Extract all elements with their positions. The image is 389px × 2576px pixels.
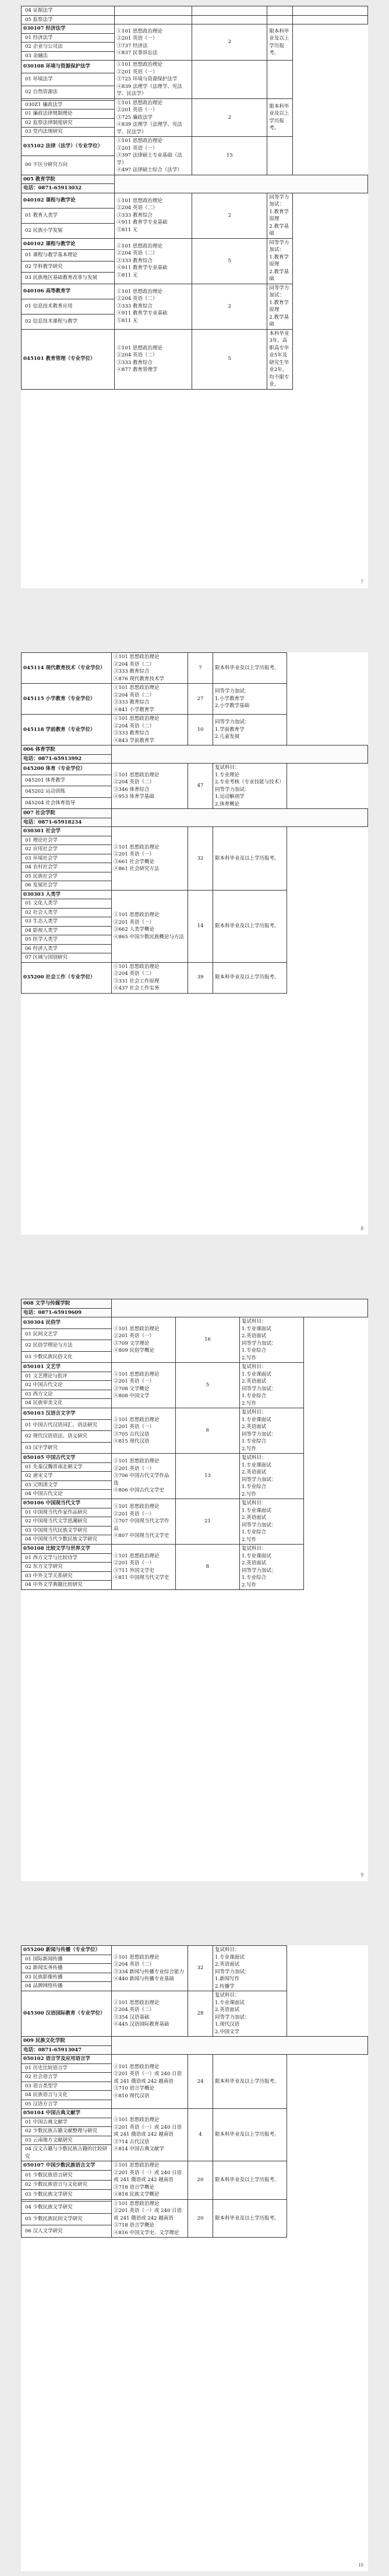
empty-cell	[112, 2037, 368, 2055]
remarks: 复试科目： 1.专业课面试 2.英语面试 同等学力加试： 1.现代汉语 2.中国文学	[213, 1991, 287, 2037]
remarks: 限本科毕业及以上学历报考。	[213, 827, 287, 891]
page-number: 8	[360, 1225, 363, 1231]
research-direction: 02 少数民族语言与文化研究	[22, 2180, 112, 2189]
catalog-page-3	[21, 1299, 368, 1881]
research-direction: 01 西方文学与比较诗学	[22, 1553, 112, 1563]
research-direction: 02 少数民族古籍文献整理与研究	[22, 2127, 112, 2136]
research-direction: 02 自然资源法	[22, 86, 115, 98]
exam-subjects: ①101 思想政治理论 ②204 英语（二） ③333 教育综合 ④841 小学教育学	[112, 684, 188, 715]
major-name: 050102 语言学及应用语言学	[22, 2055, 112, 2064]
enrollment-count: 10	[188, 715, 213, 745]
exam-subjects: ①101 思想政治理论 ②204 英语（二） ③333 教育综合 ④876 现代教育技术学	[112, 653, 188, 684]
empty-cell	[293, 6, 368, 16]
empty-cell	[115, 15, 192, 24]
page-number: 10	[358, 2562, 363, 2568]
research-direction: 05 监察法学	[22, 15, 115, 24]
exam-subjects: ①101 思想政治理论 ②201 英语（一） ③705 古代汉语 ④815 现代汉语	[112, 1408, 176, 1454]
department-phone: 电话：0871-65913032	[22, 184, 115, 193]
catalog-page-1	[21, 6, 368, 588]
department-name: 007 社会学院	[22, 809, 112, 818]
exam-subjects: ①101 思想政治理论 ②201 英语（一） ③711 外国文学史 ④811 中国现当代文学史	[112, 1545, 176, 1590]
research-direction: 045201 体育教学	[22, 775, 112, 786]
department-phone: 电话：0871-65919609	[22, 1308, 112, 1317]
research-direction: 02 民俗学理论与方法	[22, 1340, 112, 1352]
research-direction: 03 少数民族文学研究	[22, 2190, 112, 2199]
research-direction: 06 发展社会学	[22, 881, 112, 891]
exam-subjects: ①101 思想政治理论 ②204 英语（二） ③333 教育综合 ④911 教育学专业基础 ⑤811 无	[115, 284, 192, 329]
research-direction: 01 中国古代汉语词汇、语法研究	[22, 1419, 112, 1431]
major-name: 045118 学前教育（专业学位）	[22, 715, 112, 745]
remarks: 同等学力加试： 1.教育学原理 2.教学基础	[267, 193, 293, 238]
research-direction: 04 汉文古籍与少数民族古籍的比较研究	[22, 2145, 112, 2161]
major-name: 050105 中国古代文学	[22, 1454, 112, 1463]
remarks	[267, 137, 293, 175]
remarks: 复试科目： 1.专业课面试 2.英语面试 同等学力加试： 1.专业综合 2.写作	[240, 1454, 304, 1499]
page-number: 9	[360, 1872, 363, 1878]
enrollment-count: 20	[188, 2161, 213, 2200]
research-direction: 02 社会语言学	[22, 2073, 112, 2082]
enrollment-count: 47	[188, 764, 213, 809]
remarks: 同等学力加试： 1.教育学原理 2.教学基础	[267, 238, 293, 284]
remarks: 限本科毕业及以上学历报考。	[213, 2161, 287, 2200]
major-name: 040102 课程与教学论	[22, 193, 115, 208]
catalog-table	[21, 6, 368, 390]
research-direction: 01 民间文艺学	[22, 1328, 112, 1340]
remarks: 复试科目： 1.专业课面试 2.英语面试 同等学力加试： 1.专业综合 2.写作	[240, 1408, 304, 1454]
remarks: 复试科目： 1.专业理论 2.专业考核（专业技能与技术） 同等学力加试： 1.运动解剖学 2.体育概论	[213, 764, 287, 809]
exam-subjects: ①101 思想政治理论 ②201 英语（一） ③709 文学理论 ④809 民俗学概论	[112, 1317, 176, 1363]
research-direction: 030Z1 廉政法学	[22, 100, 115, 109]
enrollment-count: 15	[192, 137, 267, 175]
department-name: 005 教育学院	[22, 175, 115, 184]
research-direction: 03 语言类型学	[22, 2082, 112, 2091]
research-direction: 02 信息技术课程与教学	[22, 314, 115, 329]
major-name: 050103 汉语言文字学	[22, 1408, 112, 1420]
remarks: 限本科毕业及以上学历报考。	[213, 2199, 287, 2238]
research-direction: 01 廉政法律规制理论	[22, 109, 115, 119]
research-direction: 06 经济人类学	[22, 944, 112, 953]
research-direction: 07 区域与国别研究	[22, 953, 112, 963]
research-direction: 01 中国古典文献学	[22, 2118, 112, 2127]
remarks: 限本科毕业及以上学历报考。	[213, 2055, 287, 2109]
exam-subjects: ①101 思想政治理论 ②204 英语（二） ③331 社会工作原理 ④437 社会工作实务	[112, 962, 188, 993]
enrollment-count: 14	[188, 890, 213, 962]
remarks: 本科毕业3年，高职高专毕业5年及研究生毕业2年，均不限专业。	[267, 329, 293, 389]
enrollment-count: 2	[192, 193, 267, 238]
major-name: 045101 教育管理（专业学位）	[22, 329, 115, 389]
catalog-table	[21, 1299, 368, 1590]
empty-cell	[115, 175, 368, 193]
major-name: 050106 中国现当代文学	[22, 1499, 112, 1508]
enrollment-count: 28	[188, 1991, 213, 2037]
major-name: 030108 环境与资源保护法学	[22, 61, 115, 73]
empty-cell	[115, 6, 192, 16]
major-name: 050108 比较文学与世界文学	[22, 1545, 112, 1554]
department-name: 008 文学与传媒学院	[22, 1299, 112, 1309]
department-name: 006 体育学院	[22, 745, 112, 755]
department-phone: 电话：0871-65918234	[22, 818, 112, 827]
research-direction: 05 民族社会学	[22, 872, 112, 881]
research-direction: 04 证据法学	[22, 6, 115, 16]
major-name: 040102 课程与教学论	[22, 238, 115, 250]
enrollment-count: 5	[192, 238, 267, 284]
department-phone: 电话：0871-65913047	[22, 2045, 112, 2055]
major-name: 050101 文艺学	[22, 1363, 112, 1372]
remarks: 同等学力加试： 1.学前教育学 2.儿童发展	[213, 715, 287, 745]
research-direction: 02 现代汉语语法、语义研究	[22, 1431, 112, 1443]
major-name: 030303 人类学	[22, 890, 112, 899]
department-name: 009 民族文化学院	[22, 2037, 112, 2046]
research-direction: 03 党内法规研究	[22, 128, 115, 137]
exam-subjects: ①101 思想政治理论 ②204 英语（二） ③333 教育综合 ④843 学前教育学	[112, 715, 188, 745]
exam-subjects: ①101 思想政治理论 ②201 英语（一） ③707 中国现当代文学作品 ④807 中国现当代文学史	[112, 1499, 176, 1545]
exam-subjects: ①101 思想政治理论 ②204 英语（二） ③333 教育综合 ④911 教育学专业基础 ⑤811 无	[115, 193, 192, 238]
research-direction: 02 企业与公司法	[22, 43, 115, 52]
major-name: 040106 高等教育学	[22, 284, 115, 299]
research-direction: 04 中国古代文论	[22, 1490, 112, 1499]
major-name: 050104 中国古典文献学	[22, 2109, 112, 2118]
exam-subjects: ①101 思想政治理论 ②201 英语（一）或 240 日语或 241 俄语或 242 越南语 ③714 古代汉语 ④814 中国古典文献学	[112, 2109, 188, 2161]
exam-subjects: ①101 思想政治理论 ②201 英语（一）或 240 日语或 241 俄语或 242 越南语 ③718 语言学概论 ④816 中国文学史、文学理论	[112, 2199, 188, 2238]
exam-subjects: ①101 思想政治理论 ②201 英语（一） ③725 廉政法学 ④839 法理学（法理学、宪法学、民法学）	[115, 98, 192, 137]
enrollment-count	[192, 61, 267, 99]
empty-cell	[267, 6, 293, 16]
research-direction: 04 农村社会学	[22, 863, 112, 872]
exam-subjects: ①101 思想政治理论 ②204 英语（二） ③333 教育综合 ④911 教育学专业基础 ⑤811 无	[115, 238, 192, 284]
empty-cell	[267, 15, 293, 24]
major-name: 030107 经济法学	[22, 24, 115, 34]
enrollment-count: 7	[188, 653, 213, 684]
enrollment-count: 32	[188, 827, 213, 891]
research-direction: 01 文艺理论与批评	[22, 1372, 112, 1381]
research-direction: 01 少数民族语言研究	[22, 2171, 112, 2180]
enrollment-count: 27	[188, 684, 213, 715]
research-direction: 03 金融法	[22, 51, 115, 61]
research-direction: 04 少数民族文学研究	[22, 2202, 112, 2214]
enrollment-count: 6	[176, 1408, 240, 1454]
remarks: 复试科目： 1.专业课面试 2.英语面试 同等学力加试： 1.专业综合 2.写作	[240, 1545, 304, 1590]
enrollment-count: 21	[176, 1499, 240, 1545]
remarks: 同等学力加试： 1.小学教育学 2.小学教学基础	[213, 684, 287, 715]
catalog-table	[21, 1945, 368, 2238]
exam-subjects: ①101 思想政治理论 ②204 英语（二） ③333 教育综合 ④877 教育管理学	[115, 329, 192, 389]
enrollment-count: 5	[176, 1363, 240, 1408]
enrollment-count: 2	[192, 98, 267, 137]
enrollment-count: 8	[176, 1545, 240, 1590]
research-direction: 03 生态人类学	[22, 917, 112, 927]
research-direction: 03 环境社会学	[22, 854, 112, 863]
empty-cell	[112, 809, 368, 827]
exam-subjects: ①101 思想政治理论 ②201 英语（一）或 240 日语或 241 俄语或 242 越南语 ③710 语言学概论 ④810 现代汉语	[112, 2055, 188, 2109]
research-direction: 03 民族地区基础教育改革与发展	[22, 273, 115, 284]
enrollment-count: 16	[176, 1317, 240, 1363]
empty-cell	[293, 15, 368, 24]
research-direction: 02 唐宋文学	[22, 1472, 112, 1481]
empty-cell	[112, 745, 368, 764]
research-direction: 04 影视人类学	[22, 926, 112, 935]
exam-subjects: ①101 思想政治理论 ②201 英语（一） ③708 文学概论 ④808 中国文学	[112, 1363, 176, 1408]
research-direction: 02 社会人类学	[22, 908, 112, 917]
research-direction: 01 教育人类学	[22, 208, 115, 223]
empty-cell	[112, 1299, 368, 1317]
research-direction: 04 民族审美文化	[22, 1399, 112, 1408]
major-name: 030304 民俗学	[22, 1317, 112, 1329]
research-direction: 02 应用社会学	[22, 845, 112, 854]
catalog-table	[21, 652, 368, 994]
exam-subjects: ①101 思想政治理论 ②204 英语（二） ③334 新闻与传播专业综合能力 ④440 新闻与传播专业基础	[112, 1946, 188, 1991]
research-direction: 01 中国现当代作家作品研究	[22, 1508, 112, 1517]
major-name: 055200 新闻与传播（专业学位）	[22, 1946, 112, 1955]
empty-cell	[192, 6, 267, 16]
major-name: 035200 社会工作（专业学位）	[22, 962, 112, 993]
research-direction: 02 新闻实务传播	[22, 1964, 112, 1973]
research-direction: 02 学科教学研究	[22, 261, 115, 273]
research-direction: 01 国际新闻传播	[22, 1955, 112, 1964]
empty-cell	[192, 15, 267, 24]
research-direction: 01 先秦汉魏晋南北朝文学	[22, 1462, 112, 1472]
enrollment-count: 39	[188, 962, 213, 993]
enrollment-count: 32	[188, 1946, 213, 1991]
remarks: 限本科毕业及以上学历报考。	[213, 962, 287, 993]
research-direction: 045204 社会体育指导	[22, 797, 112, 809]
research-direction: 03 中国现当代民族文学研究	[22, 1526, 112, 1535]
remarks: 限本科毕业及以上学历报考。	[213, 653, 287, 684]
research-direction: 03 民族影像传播	[22, 1973, 112, 1982]
research-direction: 05 少数民族民间文学研究	[22, 2213, 112, 2225]
remarks: 限本科毕业及以上学历报考。	[267, 98, 293, 137]
major-name: 045300 汉语国际教育（专业学位）	[22, 1991, 112, 2037]
exam-subjects: ①101 思想政治理论 ②201 英语（一） ③661 社会学概论 ④861 社会研究方法	[112, 827, 188, 891]
research-direction: 03 少数民族民俗文化	[22, 1351, 112, 1363]
research-direction: 04 品牌网络传播	[22, 1982, 112, 1991]
research-direction: 01 经济法学	[22, 33, 115, 43]
exam-subjects: ①101 思想政治理论 ②204 英语（二） ③346 体育综合 ④953 体育学基础	[112, 764, 188, 809]
major-name: 045115 小学教育（专业学位）	[22, 684, 112, 715]
major-name: 045114 现代教育技术（专业学位）	[22, 653, 112, 684]
page-number: 7	[360, 579, 363, 585]
research-direction: 03 汉字学研究	[22, 1442, 112, 1454]
research-direction: 04 中外文学典籍比较研究	[22, 1581, 112, 1590]
enrollment-count: 13	[176, 1454, 240, 1499]
major-name: 030301 社会学	[22, 827, 112, 836]
research-direction: 02 中国现当代文学思潮研究	[22, 1517, 112, 1526]
remarks: 同等学力加试： 1.教育学原理 2.教学基础	[267, 284, 293, 329]
remarks: 复试科目： 1.专业课面试 2.英语面试 同等学力加试： 1.专业综合 2.写作	[240, 1363, 304, 1408]
research-direction: 05 医学人类学	[22, 935, 112, 945]
research-direction: 03 西方文论	[22, 1390, 112, 1399]
remarks: 限本科毕业及以上学历报考。	[213, 2109, 287, 2161]
major-name: 045200 体育（专业学位）	[22, 764, 112, 775]
major-name: 050107 中国少数民族语言文学	[22, 2161, 112, 2171]
research-direction: 03 元明清文学	[22, 1480, 112, 1490]
research-direction: 01 历史比较语言学	[22, 2063, 112, 2073]
research-direction: 02 民族小学发展	[22, 223, 115, 238]
research-direction: 06 汉人文学研究	[22, 2225, 112, 2238]
research-direction: 01 环境法学	[22, 73, 115, 86]
research-direction: 02 中国古代文论	[22, 1381, 112, 1390]
enrollment-count: 5	[192, 329, 267, 389]
department-phone: 电话：0871-65913992	[22, 754, 112, 764]
remarks: 限本科毕业及以上学历报考。	[267, 24, 293, 61]
remarks	[267, 61, 293, 99]
exam-subjects: ①101 思想政治理论 ②201 英语（一） ③397 法律硕士专业基础（法学） ④497 法律硕士综合（法学）	[115, 137, 192, 175]
major-name: 035102 法律（法学）（专业学位）	[22, 137, 115, 156]
catalog-page-4	[21, 1945, 368, 2571]
research-direction: 01 信息技术教育应用	[22, 299, 115, 314]
research-direction: 01 文化人类学	[22, 899, 112, 909]
exam-subjects: ①101 思想政治理论 ②201 英语（一） ③725 环境与资源保护法学 ④839 法理学（法理学、宪法学、民法学）	[115, 61, 192, 99]
research-direction: 01 理论社会学	[22, 836, 112, 845]
exam-subjects: ①101 思想政治理论 ②201 英语（一） ③737 经济法 ④837 民事诉讼法	[115, 24, 192, 61]
enrollment-count: 4	[188, 2109, 213, 2161]
exam-subjects: ①101 思想政治理论 ②204 英语（二） ③354 汉语基础 ④445 汉语国际教育基础	[112, 1991, 188, 2037]
research-direction: 02 监察法律制度研究	[22, 118, 115, 128]
remarks: 复试科目： 1.专业课面试 2.英语面试 同等学力加试： 1.专业综合 2.写作	[240, 1499, 304, 1545]
catalog-page-2	[21, 652, 368, 1235]
exam-subjects: ①101 思想政治理论 ②201 英语（一）或 240 日语或 241 俄语或 242 越南语 ③718 语言学概论 ④818 民族文学概论	[112, 2161, 188, 2200]
exam-subjects: ①101 思想政治理论 ②201 英语（一） ③662 人类学概论 ④865 中国少数民族概论与方法	[112, 890, 188, 962]
research-direction: 045202 运动训练	[22, 786, 112, 798]
exam-subjects: ①101 思想政治理论 ②201 英语（一） ③706 中国古代文学作品选 ④806 中国古代文学史	[112, 1454, 176, 1499]
research-direction: 00 不区分研究方向	[22, 156, 115, 175]
remarks: 复试科目： 1.专业课面试 2.英语面试 同等学力加试： 1.专业综合 2.写作	[240, 1317, 304, 1363]
enrollment-count: 2	[192, 24, 267, 61]
remarks: 复试科目： 1.专业课面试 2.英语面试 同等学力加试： 1.新闻写作 2.传播学	[213, 1946, 287, 1991]
research-direction: 01 课程与教学基本理论	[22, 250, 115, 262]
research-direction: 03 云南地方文献研究	[22, 2136, 112, 2145]
research-direction: 04 中国现当代少数民族文学研究	[22, 1535, 112, 1545]
research-direction: 05 汉语方言学	[22, 2100, 112, 2109]
enrollment-count: 2	[192, 284, 267, 329]
research-direction: 03 中外文学关系研究	[22, 1571, 112, 1581]
remarks: 限本科毕业及以上学历报考。	[213, 890, 287, 962]
research-direction: 02 东方文学研究	[22, 1563, 112, 1572]
enrollment-count: 24	[188, 2055, 213, 2109]
enrollment-count: 20	[188, 2199, 213, 2238]
research-direction: 04 民族语言与文化	[22, 2091, 112, 2100]
